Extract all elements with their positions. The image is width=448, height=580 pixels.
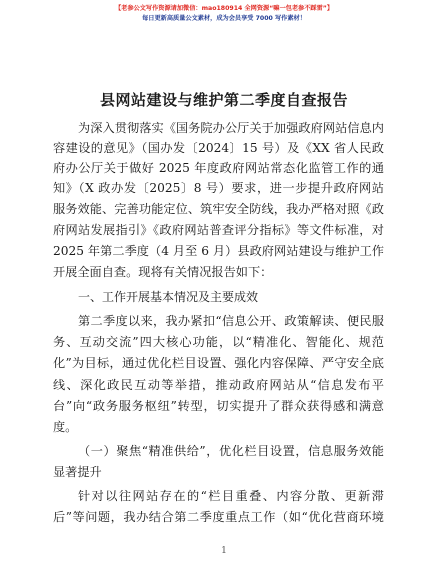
section-heading-1: 一、工作开展基本情况及主要成效 bbox=[78, 290, 259, 304]
intro-line-5: 服务效能、完善功能定位、筑牢安全防线，我办严格对照《政 bbox=[53, 202, 384, 216]
para3-line-1: 针对以往网站存在的“栏目重叠、内容分散、更新滞 bbox=[78, 489, 384, 503]
header-banner bbox=[0, 4, 448, 24]
banner-line-1: 【老参公文写作资源请加微信：mao180914 全网资源“嘛一包老参不踩雷”】 bbox=[114, 5, 334, 12]
intro-line-6: 府网站发展指引》《政府网站普查评分指标》等文件标准，对 bbox=[53, 223, 384, 237]
section1-line-1: 第二季度以来，我办紧扣“信息公开、政策解读、便民服 bbox=[78, 314, 384, 328]
section1-line-5: 台”向“政务服务枢纽”转型，切实提升了群众获得感和满意 bbox=[53, 399, 384, 413]
subsection-heading-1-line-2: 显著提升 bbox=[53, 465, 102, 479]
intro-line-8: 开展全面自查。现将有关情况报告如下： bbox=[53, 265, 273, 279]
page-number: 1 bbox=[221, 546, 227, 556]
banner-line-2: 每日更新高质量公文素材，成为会员享受 7000 写作素材！ bbox=[142, 15, 306, 22]
para3-line-2: 后”等问题，我办结合第二季度重点工作（如“优化营商环境 bbox=[53, 510, 384, 524]
section1-line-4: 线、深化政民互动等举措，推动政府网站从“信息发布平 bbox=[53, 378, 384, 392]
document-title: 县网站建设与维护第二季度自查报告 bbox=[99, 91, 348, 109]
subsection-heading-1-line-1: （一）聚焦“精准供给”，优化栏目设置，信息服务效能 bbox=[78, 444, 384, 458]
intro-line-7: 2025 年第二季度（4 月至 6 月）县政府网站建设与维护工作 bbox=[53, 244, 384, 258]
intro-line-4: 知》（X 政办发〔2025〕8 号）要求，进一步提升政府网站 bbox=[53, 181, 384, 195]
section1-line-6: 度。 bbox=[53, 420, 78, 434]
intro-line-1: 为深入贯彻落实《国务院办公厅关于加强政府网站信息内 bbox=[78, 121, 384, 135]
intro-line-3: 府办公厅关于做好 2025 年度政府网站常态化监管工作的通 bbox=[53, 161, 384, 175]
section1-line-3: 化”为目标，通过优化栏目设置、强化内容保障、严守安全底 bbox=[53, 356, 384, 370]
section1-line-2: 务、互动交流”四大核心功能，以“精准化、智能化、规范 bbox=[53, 335, 384, 349]
intro-line-2: 容建设的意见》（国办发〔2024〕15 号）及《XX 省人民政 bbox=[53, 141, 384, 155]
